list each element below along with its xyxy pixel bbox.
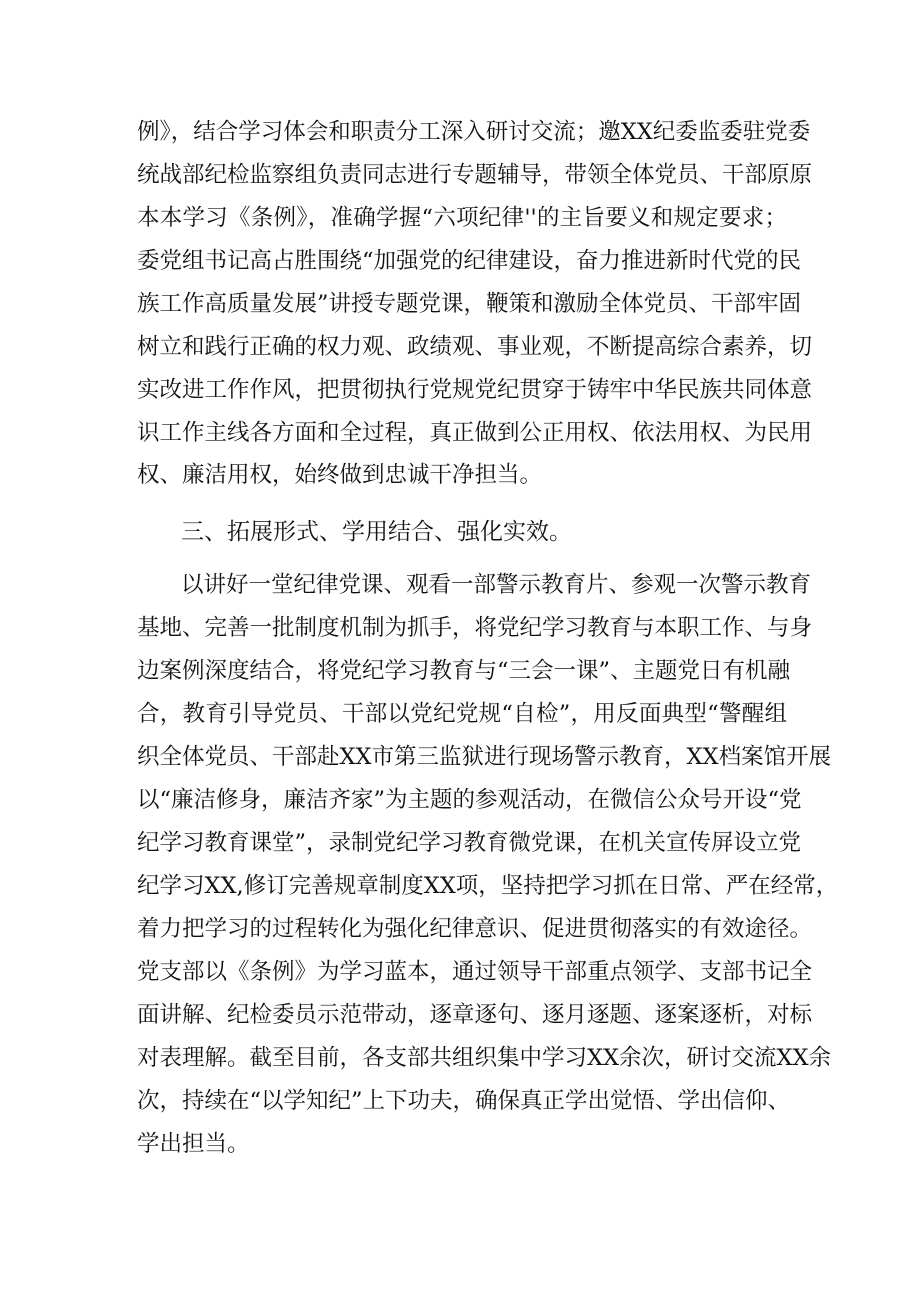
text-line: 委党组书记高占胜围绕“加强党的纪律建设，奋力推进新时代党的民 bbox=[137, 248, 802, 274]
text-line: 着力把学习的过程转化为强化纪律意识、促进贯彻落实的有效途径。 bbox=[137, 916, 813, 942]
text-line: 权、廉洁用权，始终做到忠诚干净担当。 bbox=[137, 462, 543, 488]
text-line: 本本学习《条例》，准确学握“六项纪律''的主旨要义和规定要求； bbox=[137, 205, 787, 231]
section-heading: 三、拓展形式、学用结合、强化实效。 bbox=[181, 519, 572, 545]
text-line: 以讲好一堂纪律党课、观看一部警示教育片、参观一次警示教育 bbox=[181, 572, 812, 598]
text-line: 党支部以《条例》为学习蓝本，通过领导干部重点领学、支部书记全 bbox=[137, 959, 813, 985]
text-line: 树立和践行正确的权力观、政绩观、事业观，不断提高综合素养，切 bbox=[137, 334, 813, 360]
text-line: 面讲解、纪检委员示范带动，逐章逐句、逐月逐题、逐案逐析，对标 bbox=[137, 1002, 813, 1028]
text-line: 统战部纪检监察组负责同志进行专题辅导，带领全体党员、干部原原 bbox=[137, 162, 813, 188]
text-line: 学出担当。 bbox=[137, 1131, 250, 1157]
text-line: 边案例深度结合，将党纪学习教育与“三会一课”、主题党日有机融 bbox=[137, 658, 791, 684]
text-line: 织全体党员、干部赴XX市第三监狱进行现场警示教育，XX档案馆开展 bbox=[137, 744, 832, 770]
text-line: 实改进工作作风，把贯彻执行党规党纪贯穿于铸牢中华民族共同体意 bbox=[137, 377, 813, 403]
text-line: 以“廉洁修身，廉洁齐家”为主题的参观活动，在微信公众号开设“党 bbox=[137, 787, 802, 813]
text-line: 纪学习教育课堂”，录制党纪学习教育微党课，在机关宣传屏设立党 bbox=[137, 830, 802, 856]
text-line: 纪学习XX,修订完善规章制度XX项，坚持把学习抓在日常、严在经常， bbox=[137, 873, 839, 899]
text-line: 次，持续在“以学知纪”上下功夫，确保真正学出觉悟、学出信仰、 bbox=[137, 1088, 791, 1114]
text-line: 识工作主线各方面和全过程，真正做到公正用权、依法用权、为民用 bbox=[137, 420, 813, 446]
text-line: 例》，结合学习体会和职责分工深入研讨交流；邀XX纪委监委驻党委 bbox=[137, 119, 811, 145]
text-line: 对表理解。截至目前，各支部共组织集中学习XX余次，研讨交流XX余 bbox=[137, 1045, 832, 1071]
text-line: 基地、完善一批制度机制为抓手，将党纪学习教育与本职工作、与身 bbox=[137, 615, 813, 641]
text-line: 合，教育引导党员、干部以党纪党规“自检”，用反面典型“警醒组 bbox=[137, 701, 787, 727]
text-line: 族工作高质量发展”讲授专题党课，鞭策和激励全体党员、干部牢固 bbox=[137, 291, 802, 317]
